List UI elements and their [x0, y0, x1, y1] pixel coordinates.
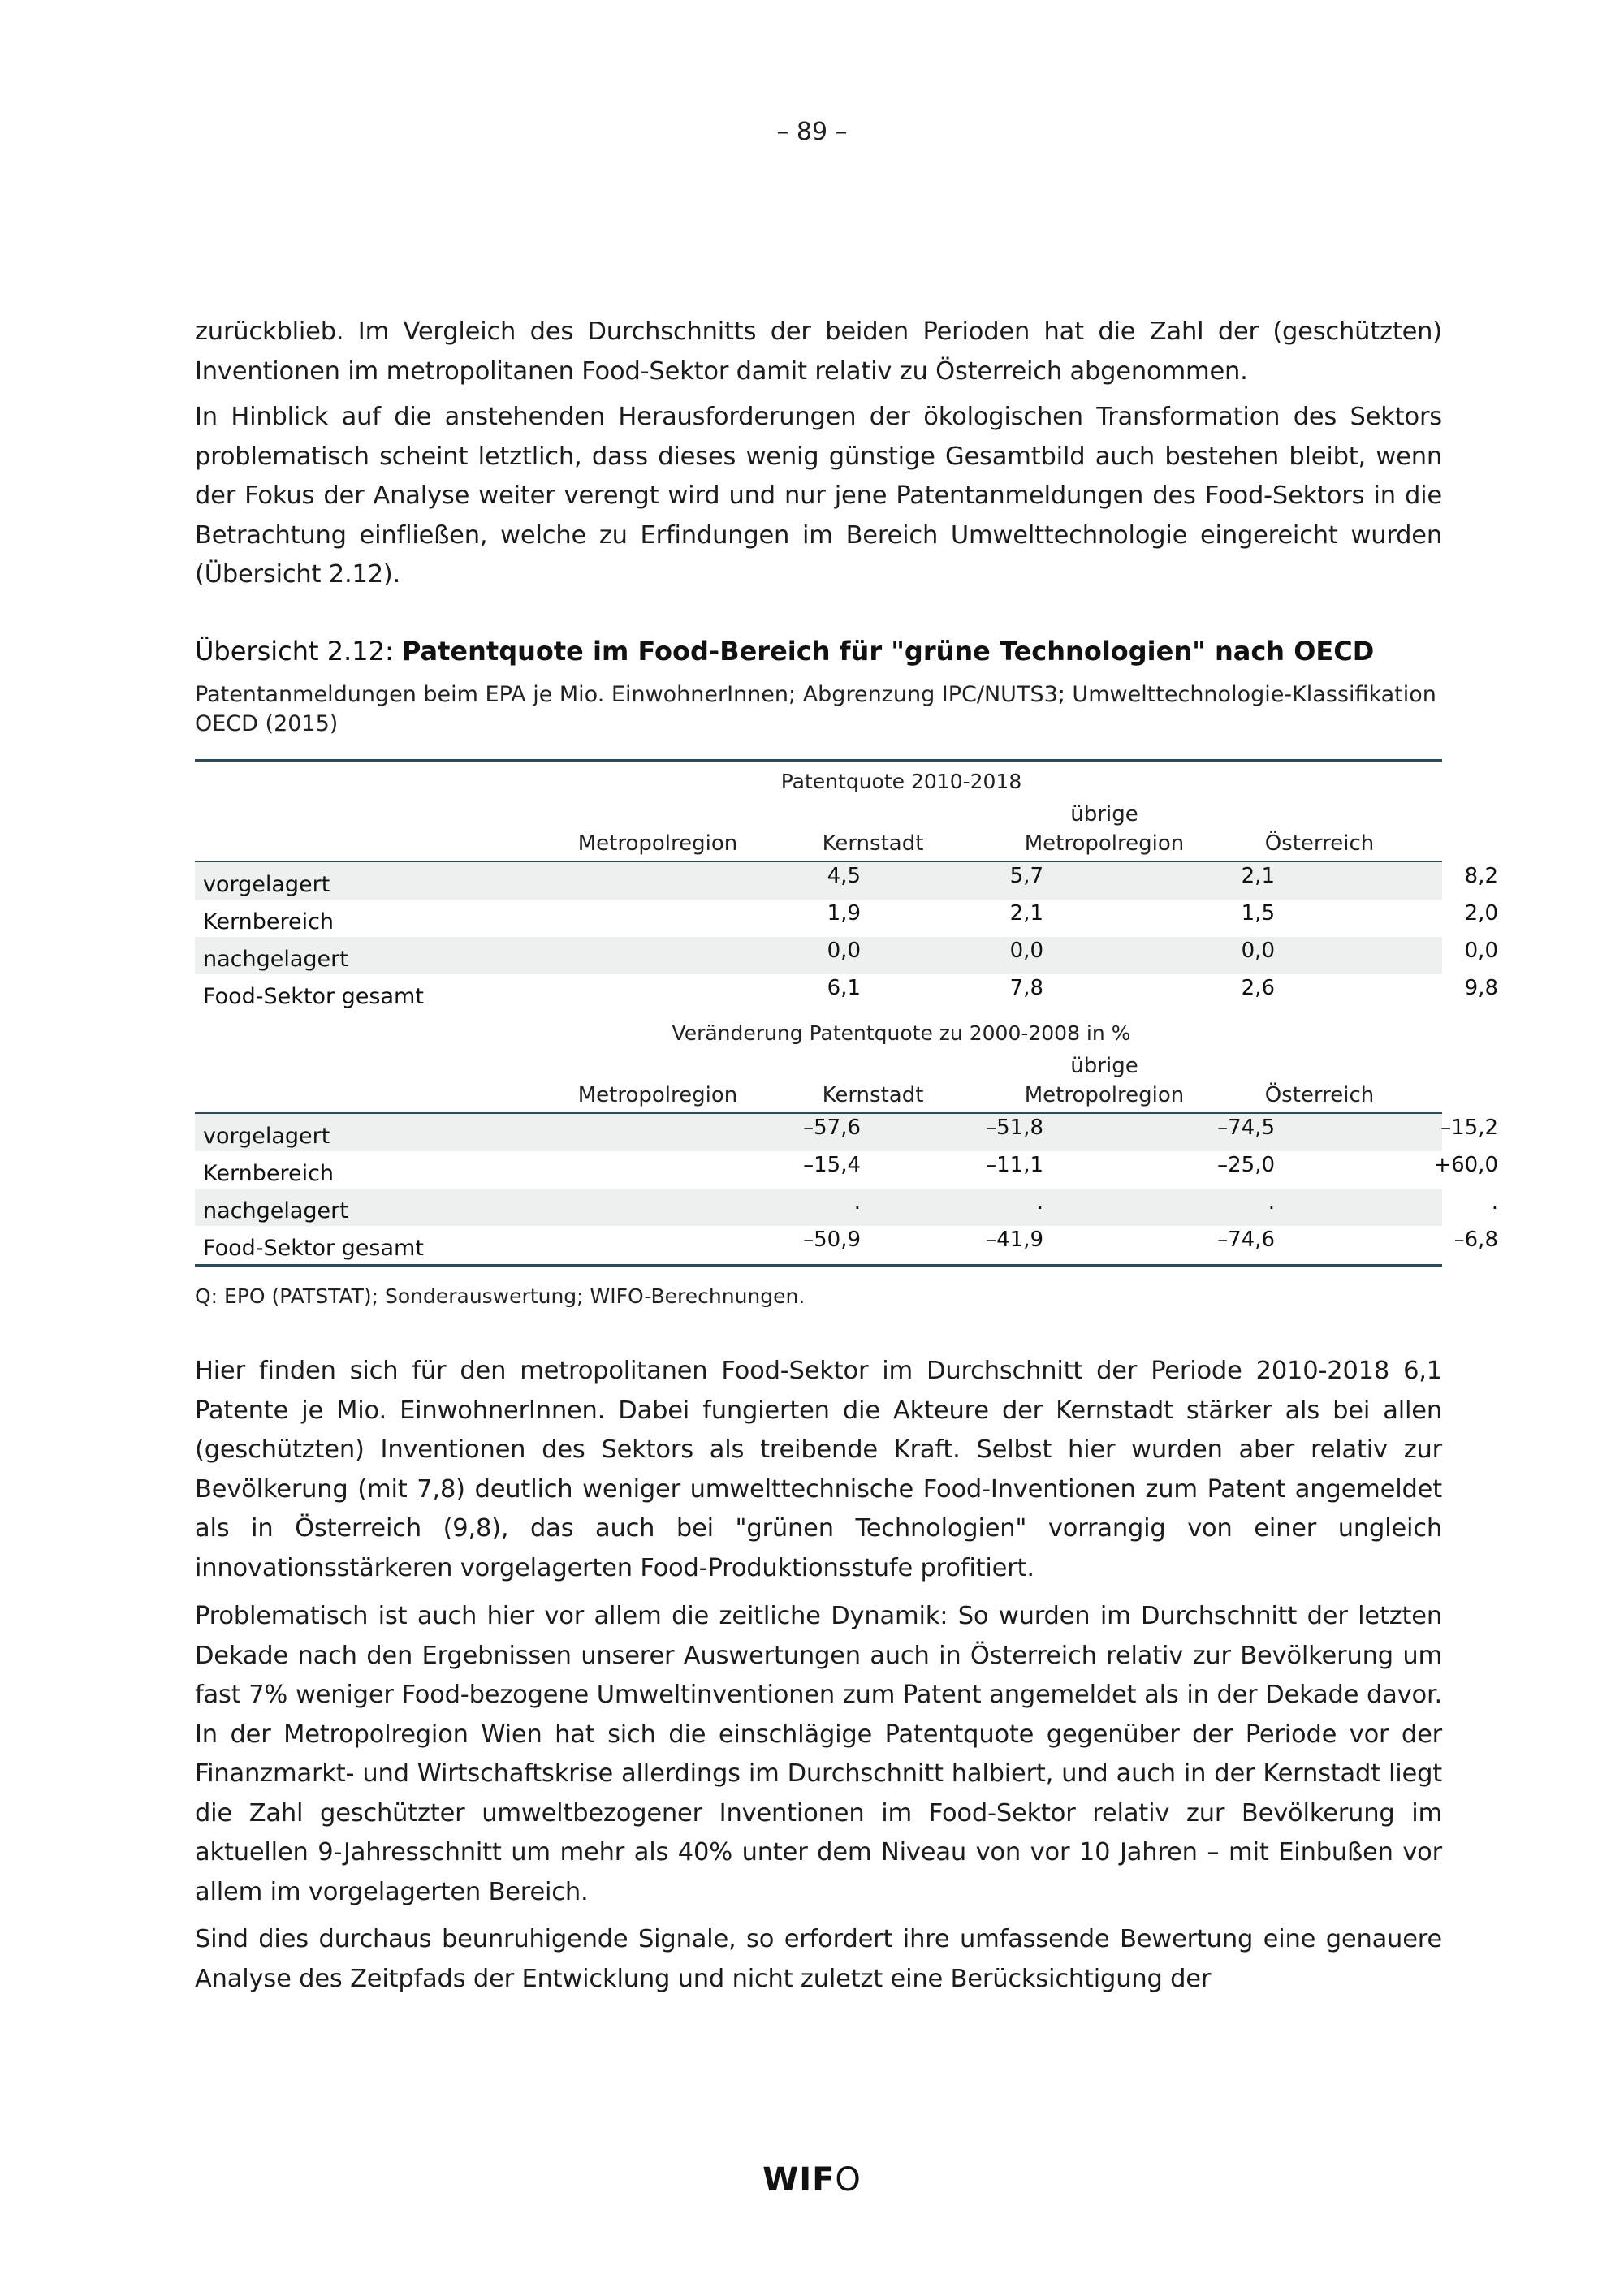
table-cell: –25,0	[1217, 1153, 1275, 1177]
section-title: Veränderung Patentquote zu 2000-2008 in %	[672, 1021, 1131, 1045]
row-label: Food-Sektor gesamt	[203, 1236, 424, 1261]
table-cell: 5,7	[1009, 864, 1043, 888]
wifo-logo	[0, 2161, 1624, 2199]
row-label: nachgelagert	[203, 947, 348, 972]
table-row	[195, 1151, 1498, 1189]
paragraph: Sind dies durchaus beunruhigende Signale, so erfordert ihre umfassende Bewertung eine genauere Analyse des Zeitpfads der Entwicklung und nicht zuletzt eine Berücksichtigung der	[195, 1925, 1442, 1993]
table-cell: 2,0	[1464, 901, 1498, 926]
table-cell: –74,5	[1217, 1116, 1275, 1140]
page-number: – 89 –	[776, 118, 848, 146]
table-cell: .	[853, 1190, 861, 1215]
table-row	[195, 1114, 1498, 1151]
table-cell: .	[1491, 1190, 1498, 1215]
table-cell: 0,0	[827, 939, 861, 963]
row-label: Kernbereich	[203, 1161, 335, 1186]
colhead-kernstadt: Kernstadt	[822, 1083, 924, 1107]
table-cell: 0,0	[1241, 939, 1275, 963]
paragraph: Problematisch ist auch hier vor allem die zeitliche Dynamik: So wurden im Durchschnitt der letzten Dekade nach den Ergebnissen unserer Auswertungen auch in Österreich relativ zur Bevölkerung um fast 7% weniger Food-bezogene Umweltinventionen zum Patent angemeldet als in der Dekade davor. In der Metropolregion Wien hat sich die einschlägige Patentquote gegenüber der Periode vor der Finanzmarkt- und Wirtschaftskrise allerdings im Durchschnitt halbiert, und auch in der Kernstadt liegt die Zahl geschützter umweltbezogener Inventionen im Food-Sektor relativ zur Bevölkerung im aktuellen 9-Jahresschnitt um mehr als 40% unter dem Niveau von vor 10 Jahren – mit Einbußen vor allem im vorgelagerten Bereich.	[195, 1602, 1442, 1906]
table-cell: 2,1	[1009, 901, 1043, 926]
table-cell: 2,6	[1241, 976, 1275, 1000]
row-label: nachgelagert	[203, 1198, 348, 1224]
table-cell: 8,2	[1464, 864, 1498, 888]
section-title: Patentquote 2010-2018	[780, 770, 1022, 793]
table-cell: .	[1268, 1190, 1275, 1215]
table-cell: 2,1	[1241, 864, 1275, 888]
table-rule-top	[195, 759, 1442, 762]
colhead-kernstadt: Kernstadt	[822, 831, 924, 856]
colhead-uebrige: übrige	[1070, 802, 1138, 826]
figure-label: Übersicht 2.12:	[195, 636, 402, 667]
table-cell: 0,0	[1009, 939, 1043, 963]
table-cell: 6,1	[827, 976, 861, 1000]
paragraph: Hier finden sich für den metropolitanen Food-Sektor im Durchschnitt der Periode 2010-2018 6,1 Patente je Mio. EinwohnerInnen. Dabei fungierten die Akteure der Kernstadt stärker als bei allen (geschützten) Inventionen des Sektors als treibende Kraft. Selbst hier wurden aber relativ zur Bevölkerung (mit 7,8) deutlich weniger umwelttechnische Food-Inventionen zum Patent angemeldet als in Österreich (9,8), das auch bei "grünen Technologien" vorrangig von einer ungleich innovationsstärkeren vorgelagerten Food-Produktionsstufe profitiert.	[195, 1357, 1442, 1582]
table-row	[195, 900, 1498, 937]
table-cell: –51,8	[986, 1116, 1043, 1140]
row-label: vorgelagert	[203, 872, 330, 897]
table-row	[195, 974, 1498, 1012]
colhead-metropolregion: Metropolregion	[577, 1083, 738, 1107]
colhead-uebrige-metropolregion: Metropolregion	[1024, 1083, 1185, 1107]
table-cell: –41,9	[986, 1228, 1043, 1252]
table-cell: 1,5	[1241, 901, 1275, 926]
table-cell: –11,1	[986, 1153, 1043, 1177]
table-cell: 1,9	[827, 901, 861, 926]
row-label: Kernbereich	[203, 909, 335, 934]
table-cell: 9,8	[1464, 976, 1498, 1000]
table-cell: +60,0	[1433, 1153, 1498, 1177]
colhead-oesterreich: Österreich	[1264, 831, 1375, 856]
colhead-metropolregion: Metropolregion	[577, 831, 738, 856]
colhead-oesterreich: Österreich	[1264, 1083, 1375, 1107]
logo-text: WIF	[762, 2161, 836, 2199]
table-cell: 0,0	[1464, 939, 1498, 963]
table-cell: 4,5	[827, 864, 861, 888]
figure-title	[195, 636, 1374, 667]
figure-title-text: Patentquote im Food-Bereich für "grüne Technologien" nach OECD	[401, 636, 1375, 667]
table-cell: –57,6	[803, 1116, 861, 1140]
paragraph: zurückblieb. Im Vergleich des Durchschnitts der beiden Perioden hat die Zahl der (geschützten) Inventionen im metropolitanen Food-Sektor damit relativ zu Österreich abgenommen.	[195, 317, 1442, 386]
table-row	[195, 862, 1498, 900]
table-cell: 7,8	[1009, 976, 1043, 1000]
table-row	[195, 937, 1498, 974]
table-cell: –6,8	[1453, 1228, 1498, 1252]
table-cell: .	[1036, 1190, 1043, 1215]
colhead-uebrige: übrige	[1070, 1054, 1138, 1078]
figure-subtitle: Patentanmeldungen beim EPA je Mio. EinwohnerInnen; Abgrenzung IPC/NUTS3; Umwelttechnologie-Klassifikation OECD (2015)	[195, 682, 1436, 736]
table-row	[195, 1226, 1498, 1263]
paragraph: In Hinblick auf die anstehenden Herausforderungen der ökologischen Transformation des Sektors problematisch scheint letztlich, dass dieses wenig günstige Gesamtbild auch bestehen bleibt, wenn der Fokus der Analyse weiter verengt wird und nur jene Patentanmeldungen des Food-Sektors in die Betrachtung einfließen, welche zu Erfindungen im Bereich Umwelttechnologie eingereicht wurden (Übersicht 2.12).	[195, 403, 1442, 589]
table-rule-bottom	[195, 1264, 1442, 1267]
table-cell: –15,4	[803, 1153, 861, 1177]
table-cell: –50,9	[803, 1228, 861, 1252]
table-cell: –74,6	[1217, 1228, 1275, 1252]
row-label: Food-Sektor gesamt	[203, 984, 424, 1009]
logo-o: O	[835, 2161, 862, 2199]
colhead-uebrige-metropolregion: Metropolregion	[1024, 831, 1185, 856]
row-label: vorgelagert	[203, 1124, 330, 1149]
table-cell: –15,2	[1440, 1116, 1498, 1140]
table-row	[195, 1189, 1498, 1226]
table-source: Q: EPO (PATSTAT); Sonderauswertung; WIFO-Berechnungen.	[195, 1284, 806, 1308]
